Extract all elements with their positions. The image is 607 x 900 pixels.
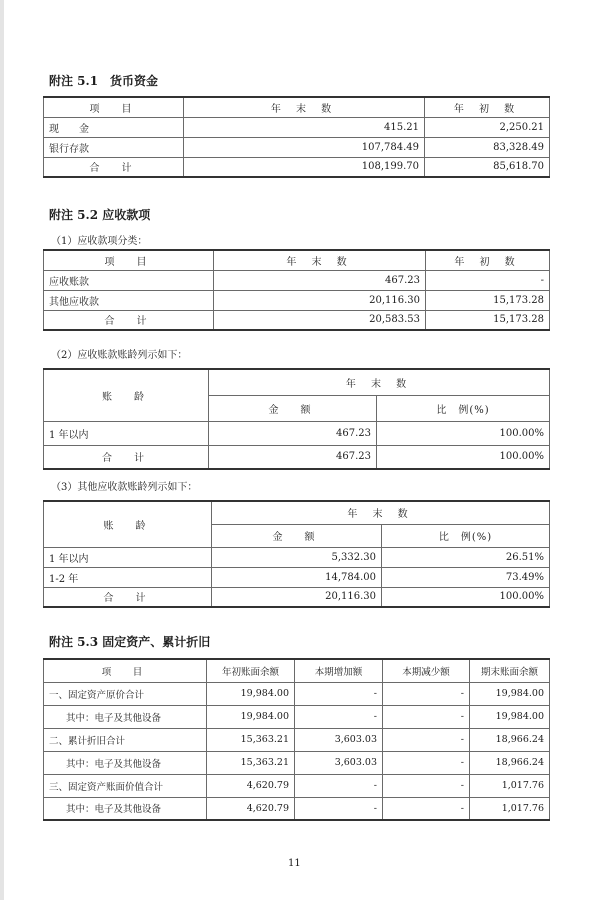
cell-value: 14,784.00 <box>212 567 382 587</box>
table-row <box>44 137 550 157</box>
page-edge-shadow <box>0 0 4 900</box>
subsection-title-classification: （1）应收款项分类： <box>51 236 148 247</box>
receivables-classification-table <box>43 249 550 331</box>
cell-value: 83,328.49 <box>425 137 550 157</box>
cell-value: - <box>295 682 383 705</box>
header-cell: 年 末 数 <box>209 369 550 395</box>
cell-value: 19,984.00 <box>470 682 550 705</box>
cell-value: 467.23 <box>209 421 377 445</box>
page-number: 11 <box>288 858 301 869</box>
table-header-row <box>44 97 550 117</box>
row-label: 合 计 <box>44 310 214 330</box>
cell-value: - <box>383 774 470 797</box>
total-row <box>44 445 550 469</box>
header-cell: 项 目 <box>44 659 207 682</box>
header-cell: 项 目 <box>44 97 184 117</box>
table-row <box>44 751 550 774</box>
table-header-row <box>44 369 550 395</box>
header-cell: 期末账面余额 <box>470 659 550 682</box>
table-row <box>44 705 550 728</box>
cell-value: 3,603.03 <box>295 728 383 751</box>
table-row <box>44 774 550 797</box>
section-title-receivables: 附注 5.2 应收款项 <box>49 208 151 222</box>
row-label: 1 年以内 <box>44 547 212 567</box>
cell-value: 1,017.76 <box>470 774 550 797</box>
cell-value: - <box>426 270 550 290</box>
cell-value: 15,363.21 <box>207 751 295 774</box>
cell-value: 19,984.00 <box>470 705 550 728</box>
cell-value: 85,618.70 <box>425 157 550 177</box>
cell-value: 20,116.30 <box>214 290 426 310</box>
row-label: 现 金 <box>44 117 184 137</box>
total-row <box>44 310 550 330</box>
table-header-row <box>44 250 550 270</box>
total-row <box>44 157 550 177</box>
cell-value: 4,620.79 <box>207 797 295 820</box>
header-cell: 账 龄 <box>44 501 212 547</box>
row-label: 三、固定资产账面价值合计 <box>44 774 207 797</box>
cell-value: - <box>295 705 383 728</box>
cell-value: - <box>383 728 470 751</box>
cell-value: 100.00% <box>377 445 550 469</box>
cell-value: - <box>295 797 383 820</box>
cell-value: - <box>383 797 470 820</box>
row-label: 1 年以内 <box>44 421 209 445</box>
row-label: 其他应收款 <box>44 290 214 310</box>
row-label: 合 计 <box>44 587 212 607</box>
row-label: 其中：电子及其他设备 <box>44 705 207 728</box>
header-cell: 比 例(%) <box>377 395 550 421</box>
cell-value: 18,966.24 <box>470 751 550 774</box>
cell-value: 73.49% <box>382 567 550 587</box>
row-label: 其中：电子及其他设备 <box>44 751 207 774</box>
table-row <box>44 728 550 751</box>
table-row <box>44 421 550 445</box>
table-row <box>44 682 550 705</box>
header-cell: 本期增加额 <box>295 659 383 682</box>
cell-value: 100.00% <box>377 421 550 445</box>
header-cell: 年初账面余额 <box>207 659 295 682</box>
total-row <box>44 587 550 607</box>
header-cell: 本期减少额 <box>383 659 470 682</box>
cell-value: 26.51% <box>382 547 550 567</box>
cell-value: 415.21 <box>184 117 425 137</box>
cell-value: - <box>383 705 470 728</box>
cell-value: 2,250.21 <box>425 117 550 137</box>
header-cell: 年 末 数 <box>212 501 550 524</box>
row-label: 一、固定资产原价合计 <box>44 682 207 705</box>
row-label: 合 计 <box>44 445 209 469</box>
cell-value: 18,966.24 <box>470 728 550 751</box>
cell-value: 467.23 <box>214 270 426 290</box>
cell-value: 15,363.21 <box>207 728 295 751</box>
header-cell: 账 龄 <box>44 369 209 421</box>
cell-value: 3,603.03 <box>295 751 383 774</box>
cell-value: - <box>383 682 470 705</box>
cell-value: 1,017.76 <box>470 797 550 820</box>
cell-value: 20,116.30 <box>212 587 382 607</box>
row-label: 1-2 年 <box>44 567 212 587</box>
ar-aging-table <box>43 368 550 470</box>
table-row <box>44 567 550 587</box>
header-cell: 年 末 数 <box>214 250 426 270</box>
cash-table <box>43 96 550 178</box>
cell-value: 107,784.49 <box>184 137 425 157</box>
table-row <box>44 547 550 567</box>
subsection-title-other-aging: （3）其他应收款账龄列示如下： <box>51 482 198 493</box>
cell-value: 20,583.53 <box>214 310 426 330</box>
table-header-row <box>44 659 550 682</box>
header-cell: 年 初 数 <box>425 97 550 117</box>
section-title-cash: 附注 5.1 货币资金 <box>49 74 159 88</box>
row-label: 合 计 <box>44 157 184 177</box>
row-label: 二、累计折旧合计 <box>44 728 207 751</box>
header-cell: 年 初 数 <box>426 250 550 270</box>
row-label: 其中：电子及其他设备 <box>44 797 207 820</box>
header-cell: 比 例(%) <box>382 524 550 547</box>
cell-value: 19,984.00 <box>207 705 295 728</box>
subsection-title-ar-aging: （2）应收账款账龄列示如下： <box>51 350 188 361</box>
cell-value: 19,984.00 <box>207 682 295 705</box>
header-cell: 金 额 <box>209 395 377 421</box>
fixed-assets-table <box>43 658 550 821</box>
row-label: 应收账款 <box>44 270 214 290</box>
row-label: 银行存款 <box>44 137 184 157</box>
header-cell: 金 额 <box>212 524 382 547</box>
table-row <box>44 797 550 820</box>
section-title-fixed-assets: 附注 5.3 固定资产、累计折旧 <box>49 635 211 649</box>
header-cell: 项 目 <box>44 250 214 270</box>
table-header-row <box>44 501 550 524</box>
cell-value: 108,199.70 <box>184 157 425 177</box>
cell-value: 5,332.30 <box>212 547 382 567</box>
other-receivables-aging-table <box>43 500 550 608</box>
cell-value: 467.23 <box>209 445 377 469</box>
cell-value: 15,173.28 <box>426 290 550 310</box>
table-row <box>44 290 550 310</box>
cell-value: 100.00% <box>382 587 550 607</box>
header-cell: 年 末 数 <box>184 97 425 117</box>
cell-value: - <box>295 774 383 797</box>
cell-value: 15,173.28 <box>426 310 550 330</box>
table-row <box>44 117 550 137</box>
cell-value: 4,620.79 <box>207 774 295 797</box>
cell-value: - <box>383 751 470 774</box>
table-row <box>44 270 550 290</box>
